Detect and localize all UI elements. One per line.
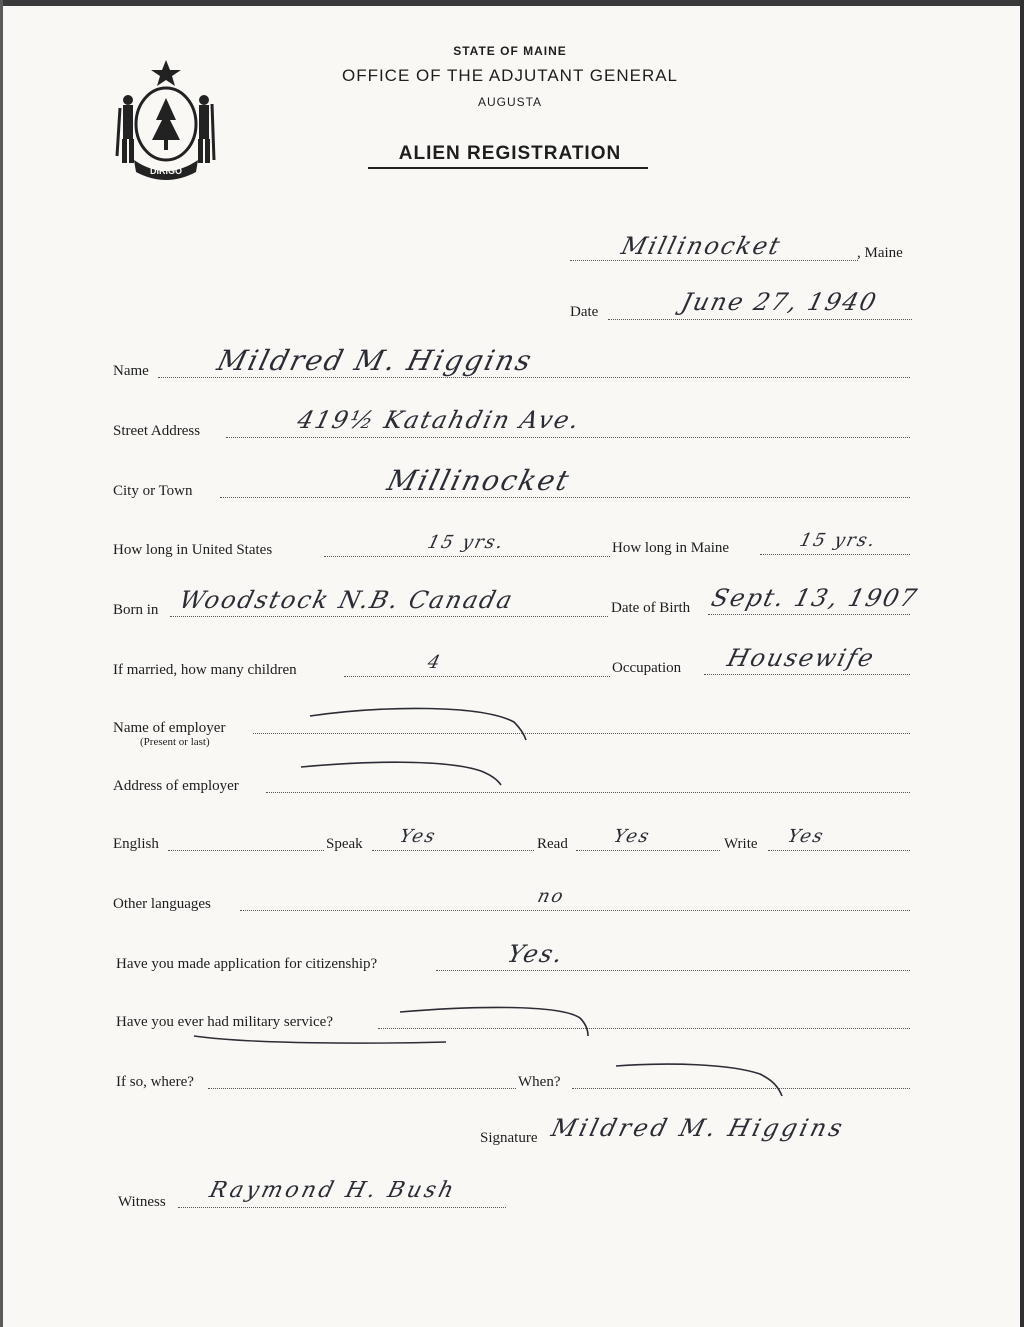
occupation-value: Housewife: [724, 644, 879, 672]
date-label: Date: [570, 304, 599, 320]
title-underline: [368, 167, 648, 169]
employer-address-label: Address of employer: [113, 778, 239, 794]
write-value: Yes: [785, 826, 827, 847]
read-label: Read: [537, 836, 568, 852]
where-label: If so, where?: [116, 1074, 194, 1090]
date-of-birth-label: Date of Birth: [611, 600, 691, 616]
witness-label: Witness: [118, 1194, 166, 1210]
citizenship-label: Have you made application for citizenship?: [116, 956, 378, 972]
name-dots: [158, 377, 910, 378]
how-long-us-label: How long in United States: [113, 542, 273, 558]
witness-value: Raymond H. Bush: [206, 1178, 460, 1203]
born-in-dots: [170, 616, 608, 617]
other-languages-label: Other languages: [113, 896, 211, 912]
employer-name-dash-stroke: [300, 700, 540, 750]
street-dots: [226, 437, 910, 438]
signature-value: Mildred M. Higgins: [548, 1114, 849, 1142]
employer-sub-label: (Present or last): [140, 736, 210, 748]
name-label: Name: [113, 363, 149, 379]
scan-border-right: [1020, 0, 1024, 1327]
employer-name-label: Name of employer: [113, 720, 226, 736]
city-dots: [220, 497, 910, 498]
where-dots: [208, 1088, 516, 1089]
military-dash-stroke: [190, 1000, 600, 1050]
state-heading: STATE OF MAINE: [453, 44, 567, 58]
date-of-birth-value: Sept. 13, 1907: [708, 584, 922, 612]
witness-dots: [178, 1207, 506, 1208]
street-value: 419½ Katahdin Ave.: [294, 406, 584, 434]
citizenship-dots: [436, 970, 910, 971]
english-label: English: [113, 836, 159, 852]
name-value: Mildred M. Higgins: [213, 344, 537, 377]
speak-label: Speak: [326, 836, 363, 852]
how-long-us-value: 15 yrs.: [425, 532, 507, 553]
signature-label: Signature: [480, 1130, 538, 1146]
date-of-birth-dots: [708, 614, 910, 615]
scan-border-top: [0, 0, 1024, 6]
scan-border-left: [0, 0, 3, 1327]
how-long-us-dots: [324, 556, 610, 557]
speak-dots: [372, 850, 534, 851]
occupation-dots: [704, 674, 910, 675]
citizenship-value: Yes.: [504, 940, 568, 968]
how-long-maine-dots: [760, 554, 910, 555]
when-dash-stroke: [610, 1056, 800, 1106]
when-label: When?: [518, 1074, 561, 1090]
other-languages-dots: [240, 910, 910, 911]
speak-value: Yes: [397, 826, 439, 847]
city-label: City or Town: [113, 483, 193, 499]
employer-address-dash-stroke: [295, 755, 515, 795]
city-value: Millinocket: [383, 464, 574, 497]
city-heading: AUGUSTA: [477, 95, 543, 109]
write-dots: [768, 850, 910, 851]
born-in-value: Woodstock N.B. Canada: [176, 586, 517, 614]
other-languages-value: no: [535, 886, 568, 907]
born-in-label: Born in: [113, 602, 159, 618]
read-dots: [576, 850, 720, 851]
english-dots: [168, 850, 324, 851]
svg-text:DIRIGO: DIRIGO: [149, 166, 183, 176]
street-label: Street Address: [113, 423, 201, 439]
how-long-maine-value: 15 yrs.: [797, 530, 879, 551]
office-heading: OFFICE OF THE ADJUTANT GENERAL: [341, 66, 679, 85]
children-dots: [344, 676, 610, 677]
write-label: Write: [724, 836, 758, 852]
town-value: Millinocket: [618, 232, 785, 260]
form-title: ALIEN REGISTRATION: [398, 143, 622, 164]
town-dots: [570, 260, 858, 261]
children-label: If married, how many children: [113, 662, 297, 678]
occupation-label: Occupation: [612, 660, 682, 676]
maine-label: , Maine: [857, 245, 903, 261]
how-long-maine-label: How long in Maine: [612, 540, 730, 556]
military-label: Have you ever had military service?: [116, 1014, 333, 1030]
date-value: June 27, 1940: [678, 288, 881, 316]
date-dots: [608, 319, 912, 320]
children-value: 4: [425, 652, 445, 673]
read-value: Yes: [611, 826, 653, 847]
